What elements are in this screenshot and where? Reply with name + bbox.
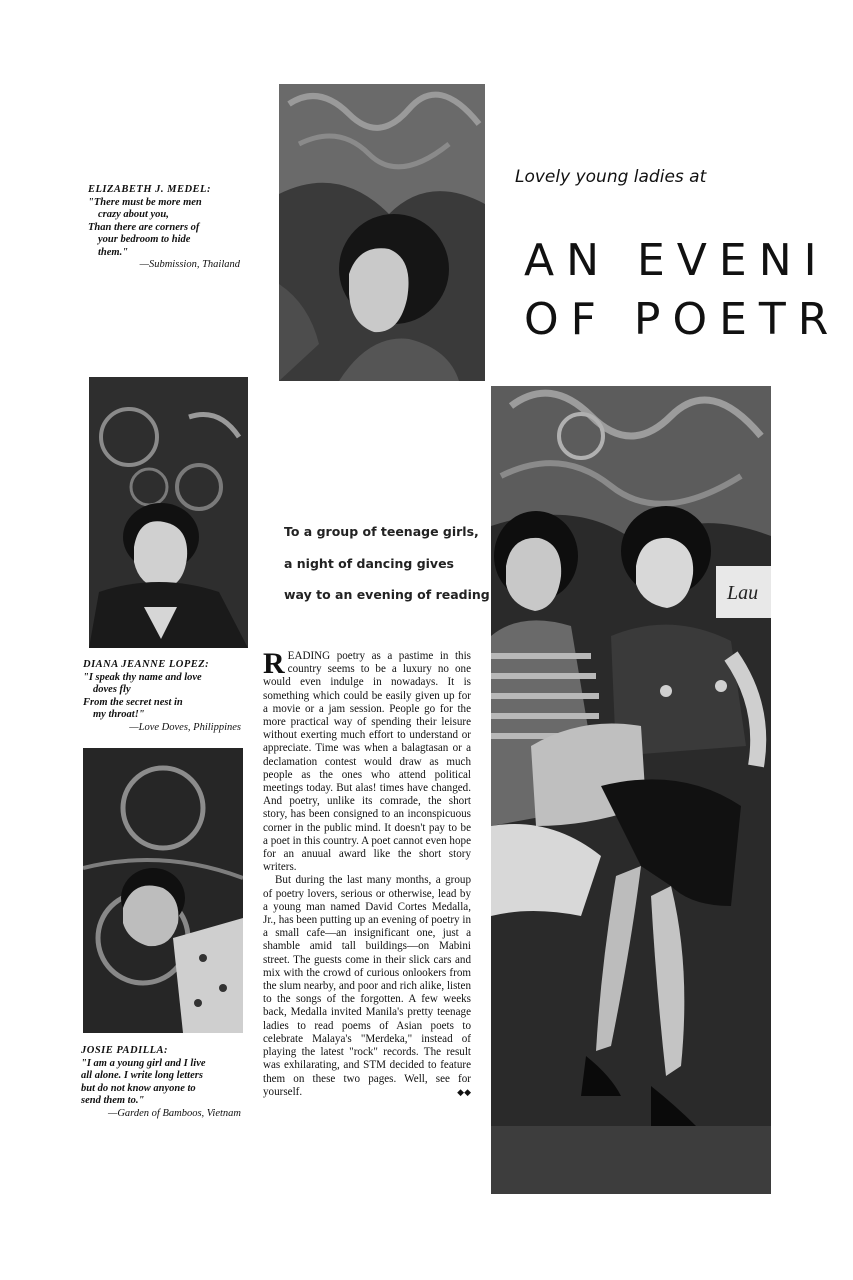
deck-line-3: way to an evening of reading <box>284 587 490 602</box>
body-paragraph-2: But during the last many months, a group of poetry lovers, serious or otherwise, lead by a young man named David Cortes Medalla, Jr., has been putting up an evening of poetry in a small cafe—an insignificant one, just a shamble amid tall buildings—on Mabini street. The guests come in their slick cars and mix with the crowd of curious onlookers from the slum nearby, and poor and rich alike, listen to the songs of the forgotten. A few weeks back, Medalla invited Manila's pretty teenage ladies to read poems of Asian poets to celebrate Malaya's "Merdeka," instead of playing the latest "rock" records. The result was exhilarating, and STM decided to feature them on these two pages. Well, see for yourself. ◆◆ <box>263 874 471 1098</box>
caption-line: your bedroom to hide <box>98 234 191 245</box>
caption-source: —Submission, Thailand <box>139 259 240 270</box>
caption-name: DIANA JEANNE LOPEZ: <box>83 659 210 670</box>
caption-line: "I am a young girl and I live <box>81 1057 206 1069</box>
deck-line-2: a night of dancing gives <box>284 556 454 571</box>
end-mark: ◆◆ <box>457 1086 471 1097</box>
padilla-portrait-photo <box>83 748 243 1033</box>
lopez-caption <box>83 659 241 734</box>
caption-line: Than there are corners of <box>88 221 200 233</box>
caption-name: JOSIE PADILLA: <box>81 1045 169 1056</box>
medel-portrait-photo <box>279 84 485 381</box>
caption-line: "I speak thy name and love <box>83 671 202 683</box>
caption-source: —Garden of Bamboos, Vietnam <box>108 1107 241 1119</box>
article-body <box>263 647 471 1099</box>
caption-source: —Love Doves, Philippines <box>129 721 241 733</box>
article-kicker: Lovely young ladies at <box>515 167 707 187</box>
headline-line-2: OF POETR <box>524 294 841 345</box>
caption-line: send them to." <box>81 1095 145 1106</box>
lopez-portrait-photo <box>89 377 248 648</box>
caption-line: doves fly <box>93 684 131 695</box>
caption-name: ELIZABETH J. MEDEL: <box>88 184 211 195</box>
headline-line-1: AN EVENI <box>524 235 829 286</box>
padilla-caption <box>81 1045 241 1120</box>
caption-line: crazy about you, <box>98 209 169 220</box>
caption-line: "There must be more men <box>88 196 202 208</box>
caption-line: my throat!" <box>93 709 145 720</box>
medel-caption <box>88 184 240 272</box>
svg-text:Lau: Lau <box>727 582 759 604</box>
body-paragraph-1: READING poetry as a pastime in this country seems to be a luxury no one would even indulge in nowadays. It is something which could be easily given up for a movie or a jam session. People go for the more practical way of spending their leisure without exerting much effort to understand or appreciate. Time was when a balagtasan or a declamation contest would draw as much people as the ones who attend political meetings today. But alas! times have changed. And poetry, unlike its comrade, the short story, has been consigned to an inconspicuous corner in the public mind. It doesn't pay to be a poet in this country. A poet cannot even hope for an anuual award like the short story writers. <box>263 647 471 874</box>
drop-cap: R <box>263 647 285 680</box>
caption-line: but do not know anyone to <box>81 1082 196 1094</box>
caption-line: all alone. I write long letters <box>81 1070 203 1081</box>
caption-line: them." <box>98 246 129 258</box>
main-group-photo <box>491 386 771 1194</box>
deck-line-1: To a group of teenage girls, <box>284 524 479 539</box>
caption-line: From the secret nest in <box>83 696 183 708</box>
